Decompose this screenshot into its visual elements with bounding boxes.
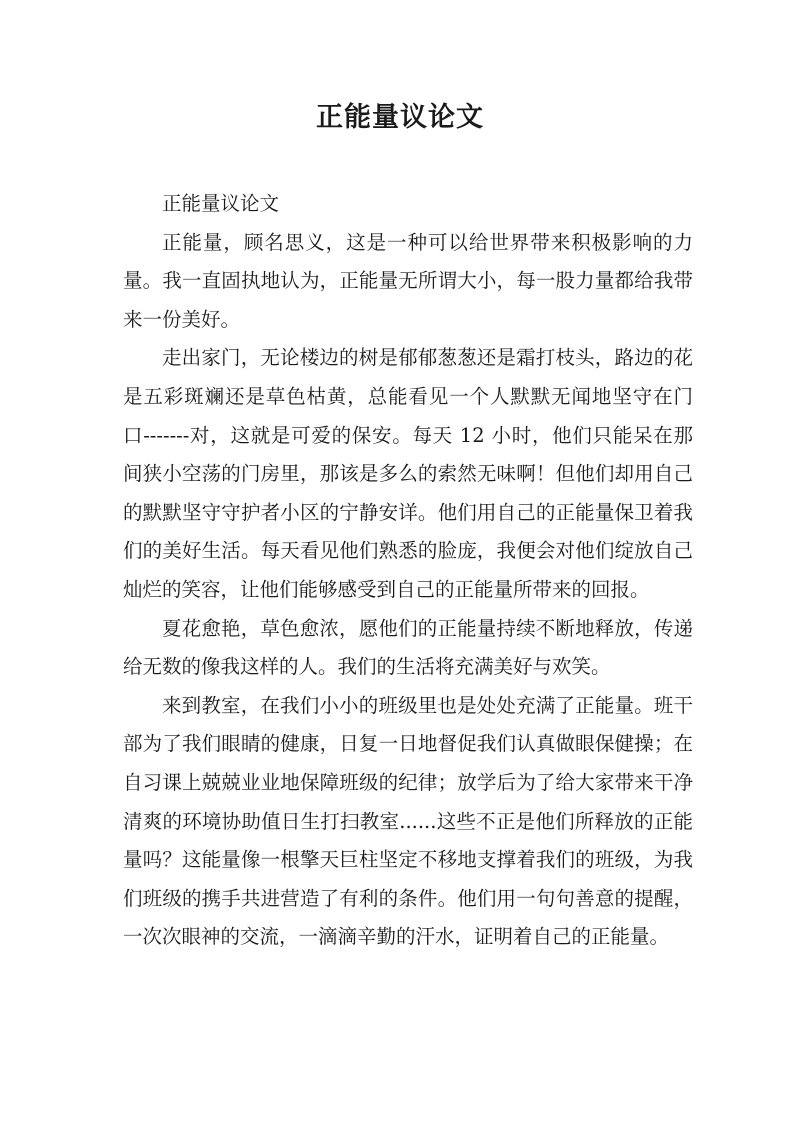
paragraph-security-guard: 走出家门，无论楼边的树是郁郁葱葱还是霜打枝头，路边的花是五彩斑斓还是草色枯黄，总能看见一个人默默无闻地坚守在门口-------对，这就是可爱的保安。每天 12 小时，他们只能呆在那间狭小空荡的门房里，那该是多么的索然无味啊！但他们却用自己的默默坚守守护者小区的宁静安详。他们用自己的正能量保卫着我们的美好生活。每天看见他们熟悉的脸庞，我便会对他们绽放自己灿烂的笑容，让他们能够感受到自己的正能量所带来的回报。 — [123, 346, 693, 601]
paragraph-classroom: 来到教室，在我们小小的班级里也是处处充满了正能量。班干部为了我们眼睛的健康，日复一日地督促我们认真做眼保健操；在自习课上兢兢业业地保障班级的纪律；放学后为了给大家带来干净清爽的环境协助值日生打扫教室......这些不正是他们所释放的正能量吗？这能量像一根擎天巨柱坚定不移地支撑着我们的班级，为我们班级的携手共进营造了有利的条件。他们用一句句善意的提醒，一次次眼神的交流，一滴滴辛勤的汗水，证明着自己的正能量。 — [123, 693, 693, 949]
document-title: 正能量议论文 — [316, 102, 484, 133]
document-body — [123, 185, 693, 957]
paragraph-subtitle: 正能量议论文 — [162, 192, 280, 215]
paragraph-summer-flowers: 夏花愈艳，草色愈浓，愿他们的正能量持续不断地释放，传递给无数的像我这样的人。我们的生活将充满美好与欢笑。 — [123, 616, 693, 679]
paragraph-intro: 正能量，顾名思义，这是一种可以给世界带来积极影响的力量。我一直固执地认为，正能量无所谓大小，每一股力量都给我带来一份美好。 — [123, 230, 693, 331]
